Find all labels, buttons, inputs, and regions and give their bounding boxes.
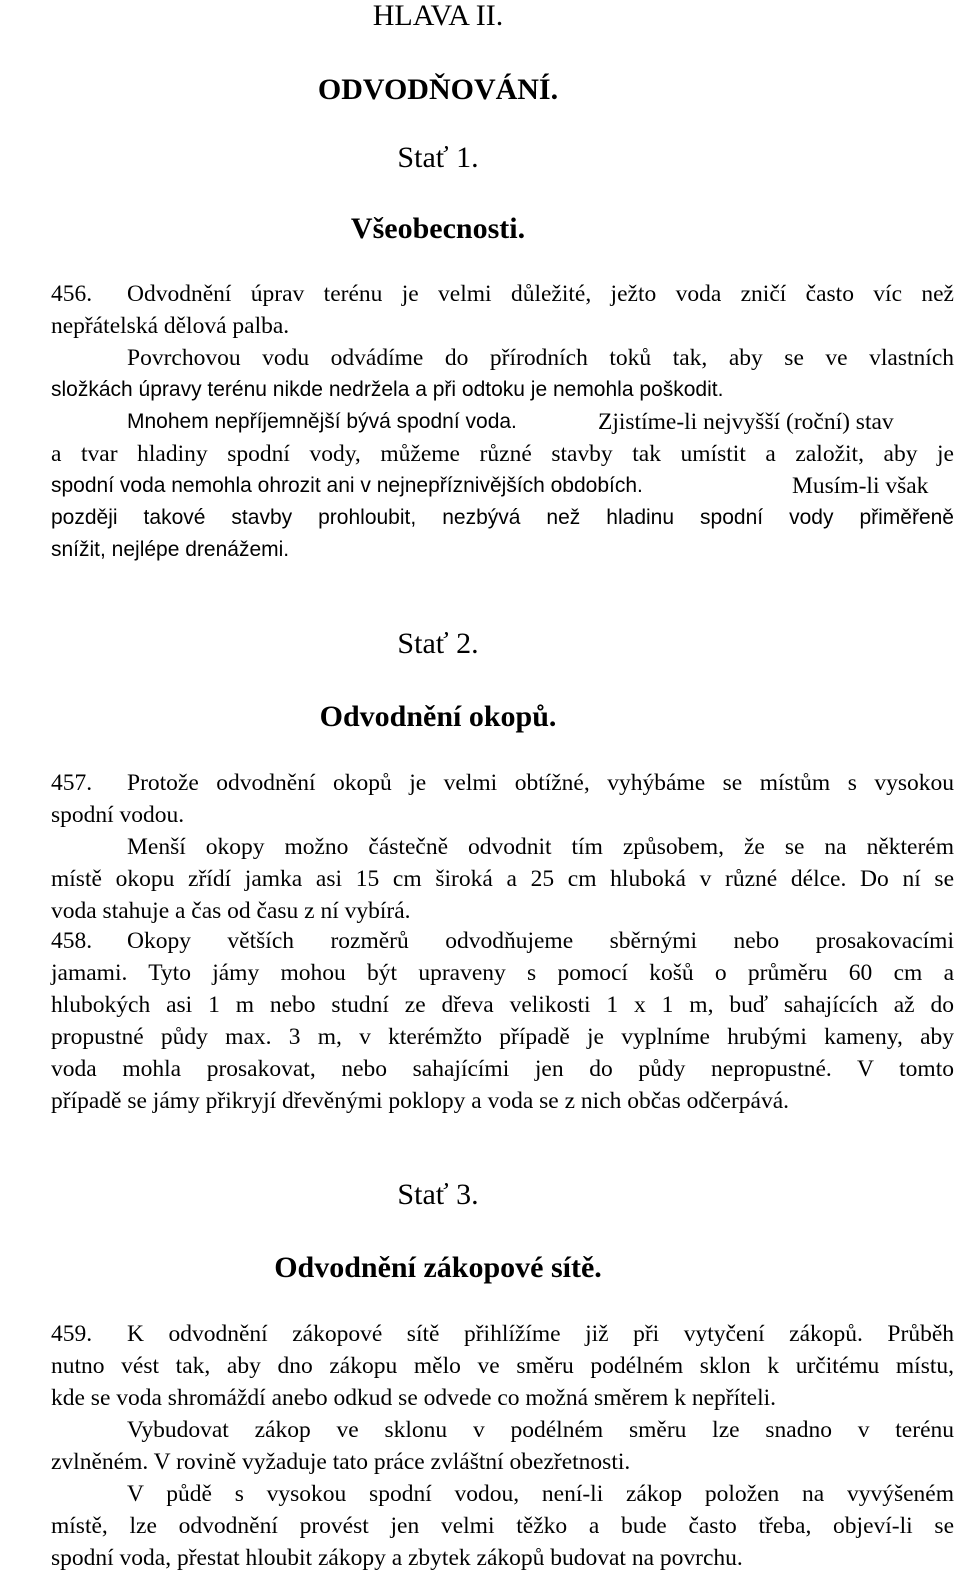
text-line: spodní voda, přestat hloubit zákopy a zbytek zákopů budovat na povrchu.	[51, 1545, 743, 1571]
text-line: složkách úpravy terénu nikde nedržela a při odtoku je nemohla poškodit.	[51, 378, 724, 401]
text-line: Protože odvodnění okopů je velmi obtížné, vyhýbáme se místům s vysokou	[127, 770, 954, 796]
paragraph-number: 459.	[51, 1321, 93, 1347]
section-title: Všeobecnosti.	[350, 212, 526, 245]
text-line: K odvodnění zákopové sítě přihlížíme již při vytyčení zákopů. Průběh	[127, 1321, 954, 1347]
text-line: jamami. Tyto jámy mohou být upraveny s pomocí košů o průměru 60 cm a	[51, 960, 954, 986]
chapter-heading: HLAVA II.	[372, 0, 504, 32]
text-line: Menší okopy možno částečně odvodnit tím způsobem, že se na některém	[127, 834, 954, 860]
text-line: případě se jámy přikryjí dřevěnými poklopy a voda se z nich občas odčerpává.	[51, 1088, 790, 1114]
section-title: Odvodnění okopů.	[319, 700, 557, 733]
text-line: nutno vést tak, aby dno zákopu mělo ve směru podélném sklon k určitému místu,	[51, 1353, 954, 1379]
text-line: spodní vodou.	[51, 802, 185, 828]
text-line: Musím-li však	[792, 473, 929, 499]
text-line: hlubokých asi 1 m nebo studní ze dřeva velikosti 1 x 1 m, buď sahajících až do	[51, 992, 954, 1018]
text-line: snížit, nejlépe drenážemi.	[51, 538, 290, 561]
text-line: voda stahuje a čas od času z ní vybírá.	[51, 898, 411, 924]
text-line: kde se voda shromáždí anebo odkud se odvede co možná směrem k nepříteli.	[51, 1385, 777, 1411]
text-line: Odvodnění úprav terénu je velmi důležité, ježto voda zničí často víc než	[127, 281, 954, 307]
paragraph-number: 456.	[51, 281, 93, 307]
section-label: Stať 2.	[397, 627, 479, 660]
section-label: Stať 1.	[397, 141, 479, 174]
text-line: Vybudovat zákop ve sklonu v podélném směru lze snadno v terénu	[127, 1417, 954, 1443]
section-title: Odvodnění zákopové sítě.	[274, 1251, 602, 1284]
text-line: místě okopu zřídí jamka asi 15 cm široká a 25 cm hluboká v různé délce. Do ní se	[51, 866, 954, 892]
text-line: voda mohla prosakovat, nebo sahajícími jen do půdy nepropustné. V tomto	[51, 1056, 954, 1082]
paragraph-number: 457.	[51, 770, 93, 796]
text-line: propustné půdy max. 3 m, v kterémžto případě je vyplníme hrubými kameny, aby	[51, 1024, 954, 1050]
text-line: Povrchovou vodu odvádíme do přírodních toků tak, aby se ve vlastních	[127, 345, 954, 371]
chapter-title: ODVODŇOVÁNÍ.	[317, 73, 559, 106]
text-line: Zjistíme-li nejvyšší (roční) stav	[598, 409, 894, 435]
text-line: V půdě s vysokou spodní vodou, není-li zákop položen na vyvýšeném	[127, 1481, 954, 1507]
section-label: Stať 3.	[397, 1178, 479, 1211]
paragraph-number: 458.	[51, 928, 93, 954]
text-line: později takové stavby prohloubit, nezbývá než hladinu spodní vody přiměřeně	[51, 506, 954, 529]
text-line: místě, lze odvodnění provést jen velmi těžko a bude často třeba, objeví-li se	[51, 1513, 954, 1539]
text-line: Okopy větších rozměrů odvodňujeme sběrnými nebo prosakovacími	[127, 928, 954, 954]
text-line: a tvar hladiny spodní vody, můžeme různé stavby tak umístit a založit, aby je	[51, 441, 954, 467]
text-line: zvlněném. V rovině vyžaduje tato práce zvláštní obezřetnosti.	[51, 1449, 631, 1475]
text-line: spodní voda nemohla ohrozit ani v nejnepříznivějších obdobích.	[51, 474, 643, 497]
text-line: nepřátelská dělová palba.	[51, 313, 290, 339]
text-line: Mnohem nepříjemnější bývá spodní voda.	[127, 410, 517, 433]
